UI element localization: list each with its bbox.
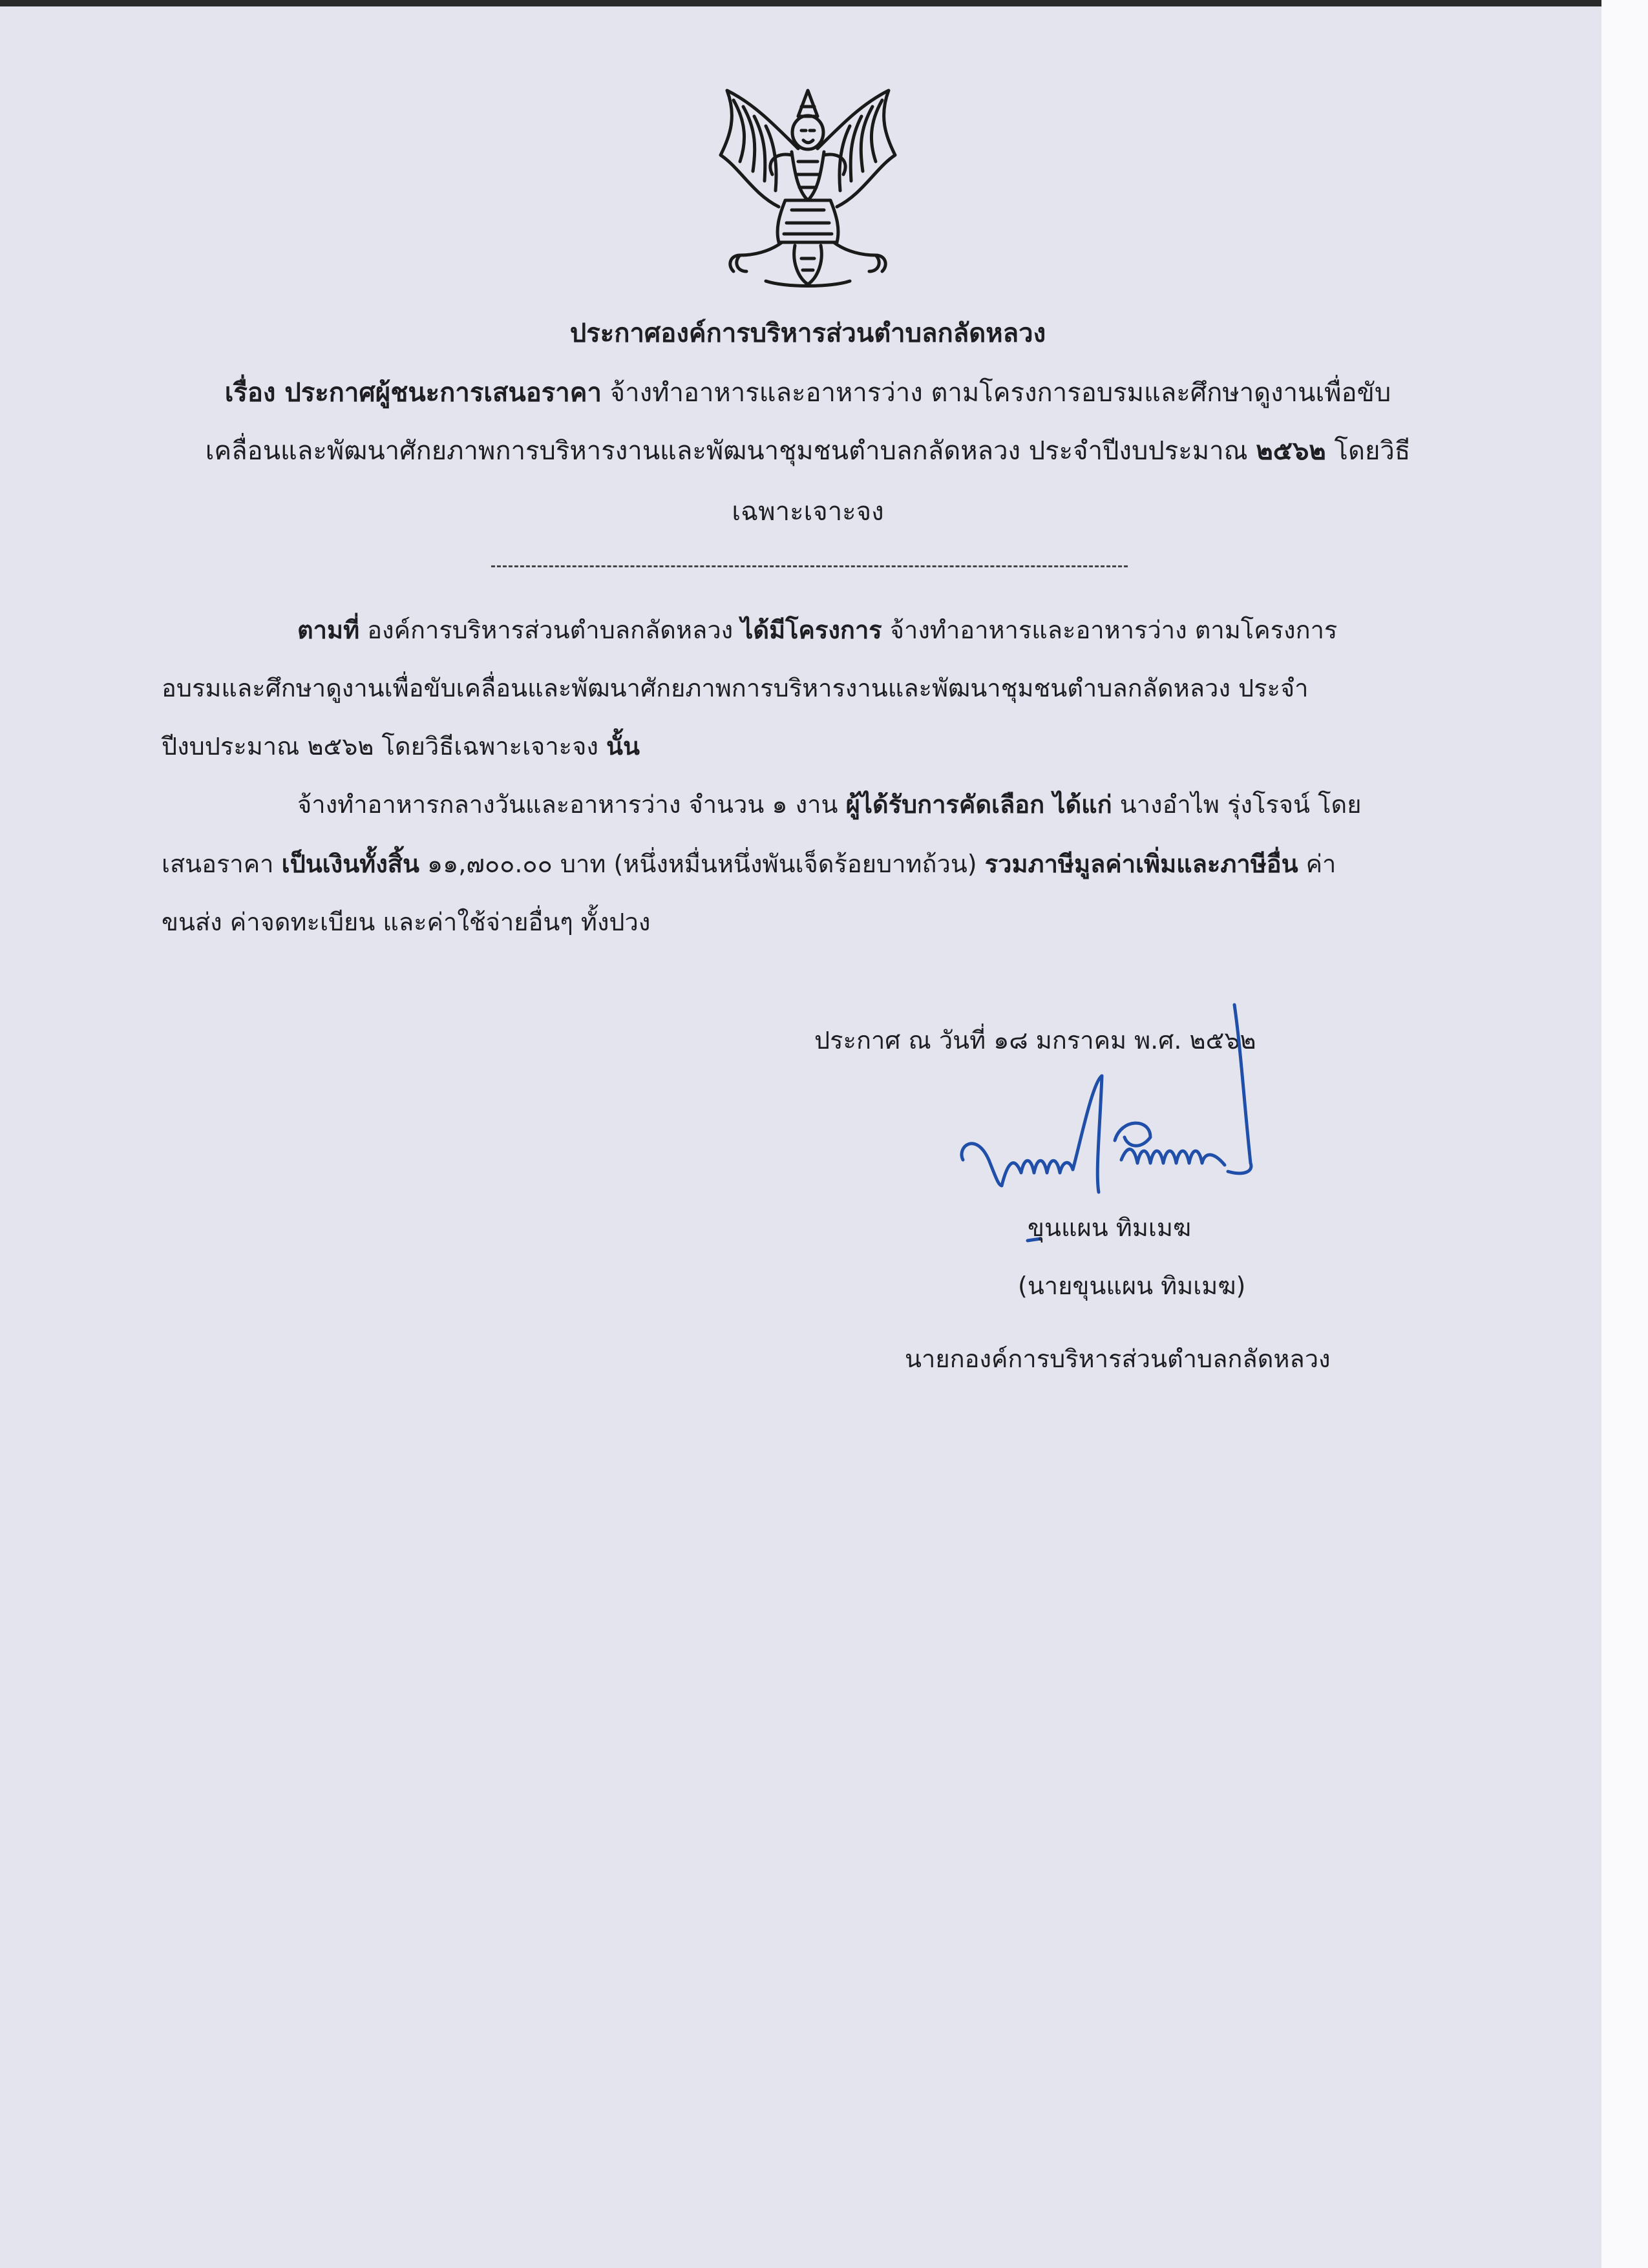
paragraph2-line1 (297, 788, 1361, 821)
paragraph1-line2: อบรมและศึกษาดูงานเพื่อขับเคลื่อนและพัฒนาศักยภาพการบริหารงานและพัฒนาชุมชนตำบลกลัดหลวง ประจำ (162, 674, 1309, 702)
paragraph2-line2-bold-a: เป็นเงินทั้งสิ้น (281, 850, 419, 878)
subject-text-1: จ้างทำอาหารและอาหารว่าง ตามโครงการอบรมและศึกษาดูงานเพื่อขับ (609, 378, 1391, 408)
organization-title: ประกาศองค์การบริหารส่วนตำบลกลัดหลวง (569, 319, 1046, 348)
announcement-date: ประกาศ ณ วันที่ ๑๘ มกราคม พ.ศ. ๒๕๖๒ (814, 1026, 1256, 1055)
paragraph1-line3-text: ปีงบประมาณ ๒๕๖๒ โดยวิธีเฉพาะเจาะจง (162, 732, 606, 761)
paragraph2-line2-text-b: ๑๑,๗๐๐.๐๐ บาท (หนึ่งหมื่นหนึ่งพันเจ็ดร้อยบาทถ้วน) (419, 850, 985, 878)
paragraph2-text-a: จ้างทำอาหารกลางวันและอาหารว่าง จำนวน ๑ งาน (297, 790, 846, 819)
paragraph2-bold-a: ผู้ได้รับการคัดเลือก ได้แก่ (845, 790, 1112, 819)
subject-year: ๒๕๖๒ (1256, 436, 1326, 466)
garuda-emblem-icon (701, 78, 914, 297)
subject-text-2a: เคลื่อนและพัฒนาศักยภาพการบริหารงานและพัฒนาชุมชนตำบลกลัดหลวง ประจำปีงบประมาณ (205, 436, 1256, 466)
paragraph1-lead: ตามที่ (297, 616, 360, 644)
subject-label: เรื่อง ประกาศผู้ชนะการเสนอราคา (224, 378, 602, 408)
subject-line-3: เฉพาะเจาะจง (732, 497, 884, 527)
signer-title: นายกองค์การบริหารส่วนตำบลกลัดหลวง (905, 1345, 1331, 1373)
paragraph1-text-b: จ้างทำอาหารและอาหารว่าง ตามโครงการ (882, 616, 1338, 644)
paragraph1-line3 (162, 730, 640, 762)
signer-full-name: (นายขุนแผน ทิมเมฆ) (1018, 1272, 1246, 1300)
section-divider (491, 565, 1128, 567)
subject-line-2 (129, 434, 1486, 468)
scan-margin (1601, 0, 1648, 2268)
paragraph1-text-a: องค์การบริหารส่วนตำบลกลัดหลวง (359, 616, 741, 644)
paragraph2-line3: ขนส่ง ค่าจดทะเบียน และค่าใช้จ่ายอื่นๆ ทั้งปวง (162, 908, 651, 936)
signer-name: ขุนแผน ทิมเมฆ (1028, 1213, 1192, 1242)
subject-text-2b: โดยวิธี (1326, 436, 1411, 466)
paragraph2-line2-text-a: เสนอราคา (162, 850, 282, 878)
paragraph1-line1 (297, 614, 1337, 646)
paragraph2-line2-bold-b: รวมภาษีมูลค่าเพิ่มและภาษีอื่น (984, 850, 1298, 878)
subject-line-1 (129, 376, 1486, 410)
paragraph1-bold-a: ได้มีโครงการ (741, 616, 882, 644)
paragraph2-line2 (162, 848, 1336, 880)
paragraph2-text-b: นางอำไพ รุ่งโรจน์ โดย (1112, 790, 1362, 819)
paragraph2-line2-text-c: ค่า (1298, 850, 1336, 878)
paragraph1-line3-bold: นั้น (606, 732, 640, 761)
